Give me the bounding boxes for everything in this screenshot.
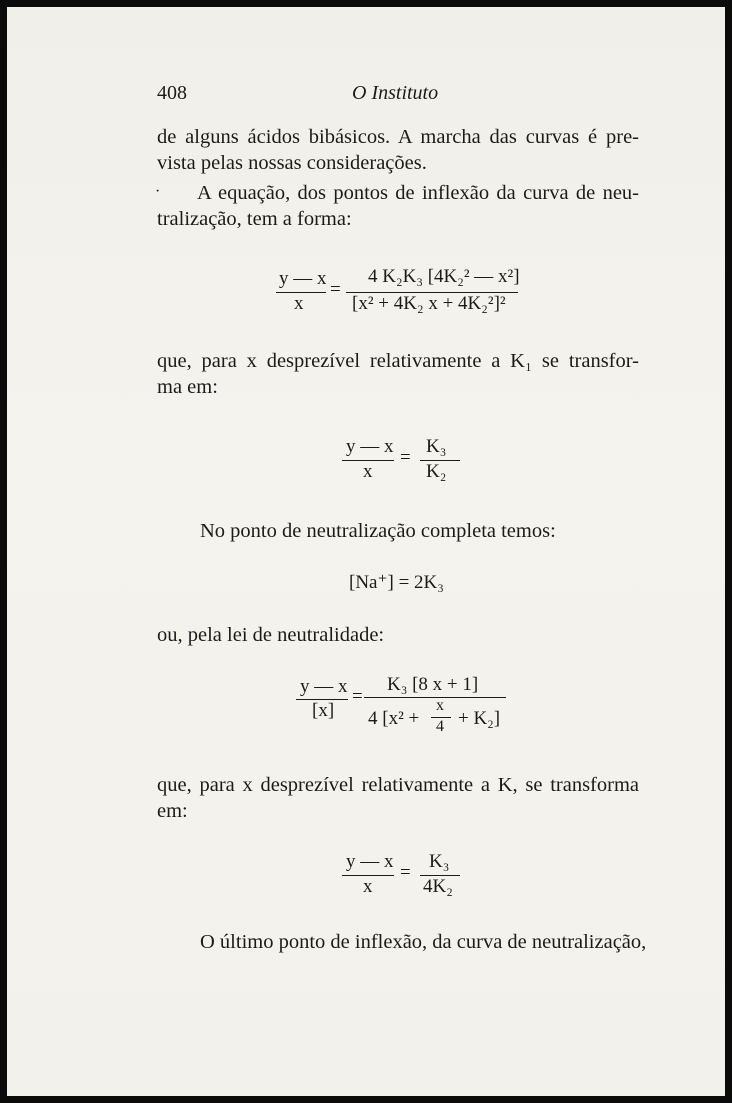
text-line: tralização, tem a forma: xyxy=(157,208,352,230)
equals-sign: = xyxy=(400,862,411,883)
text-line: vista pelas nossas considerações. xyxy=(157,152,427,174)
equals-sign: = xyxy=(330,279,341,300)
inner-denominator: 4 xyxy=(436,718,444,735)
rhs-denominator: [x² + 4K₂ x + 4K₂²]² xyxy=(352,293,506,314)
inner-numerator: x xyxy=(436,697,444,714)
paragraph-1 xyxy=(157,124,639,176)
text-line: que, para x desprezível relativamente a K, se transforma xyxy=(157,774,639,796)
text-line: A equação, dos pontos de inflexão da curva de neu- xyxy=(197,182,639,204)
paragraph-3 xyxy=(157,348,639,400)
stray-mark: · xyxy=(155,183,161,200)
formula-sodium: [Na⁺] = 2K₃ xyxy=(349,572,444,593)
lhs-numerator: y — x xyxy=(279,268,327,289)
paragraph-5 xyxy=(157,622,639,648)
lhs-denominator: x xyxy=(294,293,304,314)
lhs-denominator: x xyxy=(363,461,373,482)
paragraph-7 xyxy=(200,929,647,955)
text-line: em: xyxy=(157,800,188,822)
text-line: No ponto de neutralização completa temos: xyxy=(200,520,556,542)
paragraph-2 xyxy=(157,180,639,232)
rhs-numerator: K₃ xyxy=(426,436,447,457)
rhs-numerator: 4 K₂K₃ [4K₂² — x²] xyxy=(368,266,520,287)
lhs-numerator: y — x xyxy=(346,851,394,872)
equals-sign: = xyxy=(400,447,411,468)
rhs-numerator: K₃ [8 x + 1] xyxy=(387,674,479,695)
rhs-numerator: K₃ xyxy=(429,851,450,872)
fraction-bar xyxy=(364,697,506,698)
lhs-denominator: [x] xyxy=(312,700,335,721)
rhs-denominator-part-a: 4 [x² + xyxy=(368,708,420,729)
text-line: ou, pela lei de neutralidade: xyxy=(157,624,385,646)
lhs-numerator: y — x xyxy=(300,676,348,697)
page-number: 408 xyxy=(157,82,187,104)
text-line: ma em: xyxy=(157,376,218,398)
paragraph-4 xyxy=(200,518,556,544)
lhs-denominator: x xyxy=(363,876,373,897)
running-title: O Instituto xyxy=(352,82,439,104)
rhs-denominator: 4K₂ xyxy=(423,876,453,897)
text-line: O último ponto de inflexão, da curva de neutralização, xyxy=(200,931,647,953)
paragraph-6 xyxy=(157,772,639,824)
rhs-denominator: K₂ xyxy=(426,461,447,482)
text-line: que, para x desprezível relativamente a K₁ se transfor- xyxy=(157,350,639,372)
lhs-numerator: y — x xyxy=(346,436,394,457)
text-line: de alguns ácidos bibásicos. A marcha das curvas é pre- xyxy=(157,126,639,148)
equals-sign: = xyxy=(352,686,363,707)
rhs-denominator-part-b: + K₂] xyxy=(458,708,501,729)
